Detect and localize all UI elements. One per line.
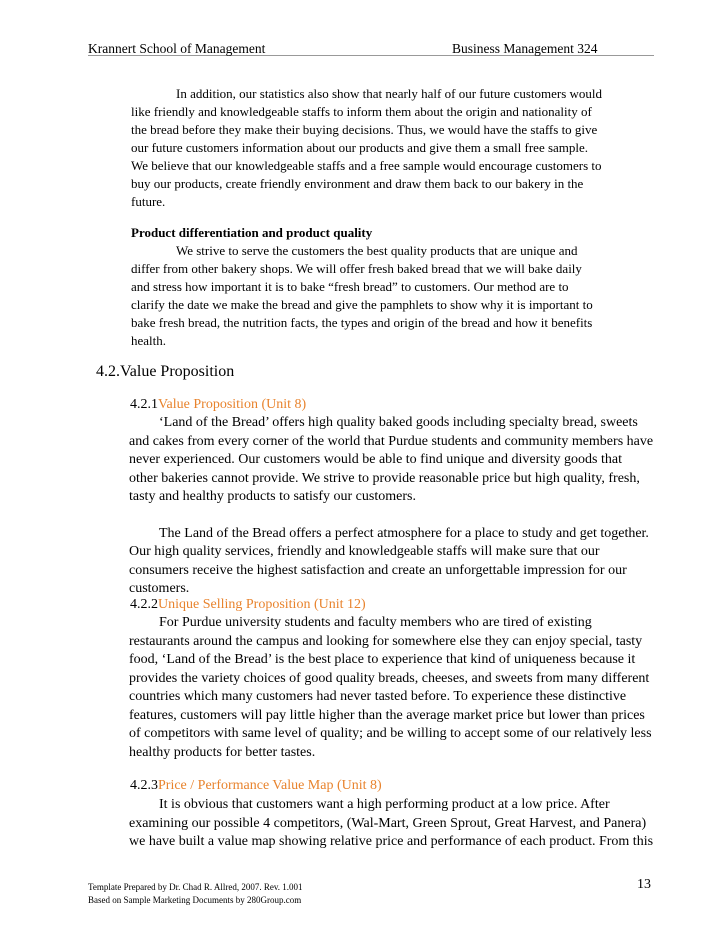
header-school: Krannert School of Management: [88, 41, 266, 56]
page-header: [88, 33, 654, 56]
section-4-2-1-body: [129, 414, 654, 599]
intro-paragraph-1: In addition, our statistics also show that nearly half of our future customers would like friendly and knowledgeable staffs to inform them about the origin and nationality of the bread before they make their buying decisions. Thus, we would have the staffs to give our future customers information about our products and give them a small free sample. We believe that our knowledgeable staffs and a free sample would encourage customers to buy our products, create friendly environment and draw them back to our bakery in the future.: [131, 86, 603, 209]
footer-line-1: Template Prepared by Dr. Chad R. Allred, 2007. Rev. 1.001: [88, 882, 303, 892]
section-4-2-3-heading: [130, 778, 382, 794]
page-number: 13: [637, 877, 651, 892]
intro-section: [131, 85, 603, 350]
unique-selling-proposition-paragraph: For Purdue university students and faculty members who are tired of existing restaurants around the campus and looking for somewhere else they can enjoy special, tasty food, ‘Land of the Bread’ is the best place to experience that kind of uniqueness because it provides the variety choices of good quality breads, cheeses, and sweets from many different countries which many customers had never tasted before. To experience these distinctive features, customers will pay little higher than the average market price but lower than prices of competitors with same level of quality; and be willing to accept some of our relatively less healthy products for better tastes.: [129, 615, 652, 760]
footer-credits: [88, 881, 303, 906]
value-map-paragraph: It is obvious that customers want a high performing product at a low price. After examining our possible 4 competitors, (Wal-Mart, Green Sprout, Great Harvest, and Panera) we have built a value map showing relative price and performance of each product. From this: [129, 797, 654, 849]
section-4-2-2-title: Unique Selling Proposition (Unit 12): [158, 597, 366, 612]
intro-paragraph-2: We strive to serve the customers the best quality products that are unique and differ from other bakery shops. We will offer fresh baked bread that we will bake daily and stress how important it is to bake “fresh bread” to customers. Our method are to clarify the date we make the bread and give the pamphlets to show why it is important to bake fresh bread, the nutrition facts, the types and origin of the bread and how it benefits health.: [131, 243, 593, 348]
section-4-2-3-number: 4.2.3: [130, 778, 158, 793]
section-4-2-2-body: [129, 614, 654, 762]
section-4-2-1-title: Value Proposition (Unit 8): [158, 397, 307, 412]
section-4-2-2-number: 4.2.2: [130, 597, 158, 612]
section-4-2-3-body: [129, 796, 654, 852]
section-4-2-3-title: Price / Performance Value Map (Unit 8): [158, 778, 382, 793]
section-4-2-1-number: 4.2.1: [130, 397, 158, 412]
section-4-2-title: 4.2.Value Proposition: [96, 363, 235, 380]
section-4-2-1-heading: [130, 397, 306, 413]
product-differentiation-heading: Product differentiation and product quality: [131, 225, 373, 240]
value-proposition-paragraph-2: The Land of the Bread offers a perfect atmosphere for a place to study and get together. Our high quality services, friendly and knowledgeable staffs will make sure that our consumers receive the highest satisfaction and create an unforgettable impression for our customers.: [129, 525, 649, 596]
value-proposition-paragraph-1: ‘Land of the Bread’ offers high quality baked goods including specialty bread, sweets and cakes from every corner of the world that Purdue students and community members have never experienced. Our customers would be able to find unique and diversity goods that other bakeries cannot provide. We strive to provide reasonable price but high quality, fresh, tasty and healthy products to satisfy our customers.: [129, 415, 654, 504]
section-4-2-2-heading: [130, 597, 366, 613]
footer-line-2: Based on Sample Marketing Documents by 280Group.com: [88, 894, 302, 905]
header-course: Business Management 324: [452, 41, 598, 56]
